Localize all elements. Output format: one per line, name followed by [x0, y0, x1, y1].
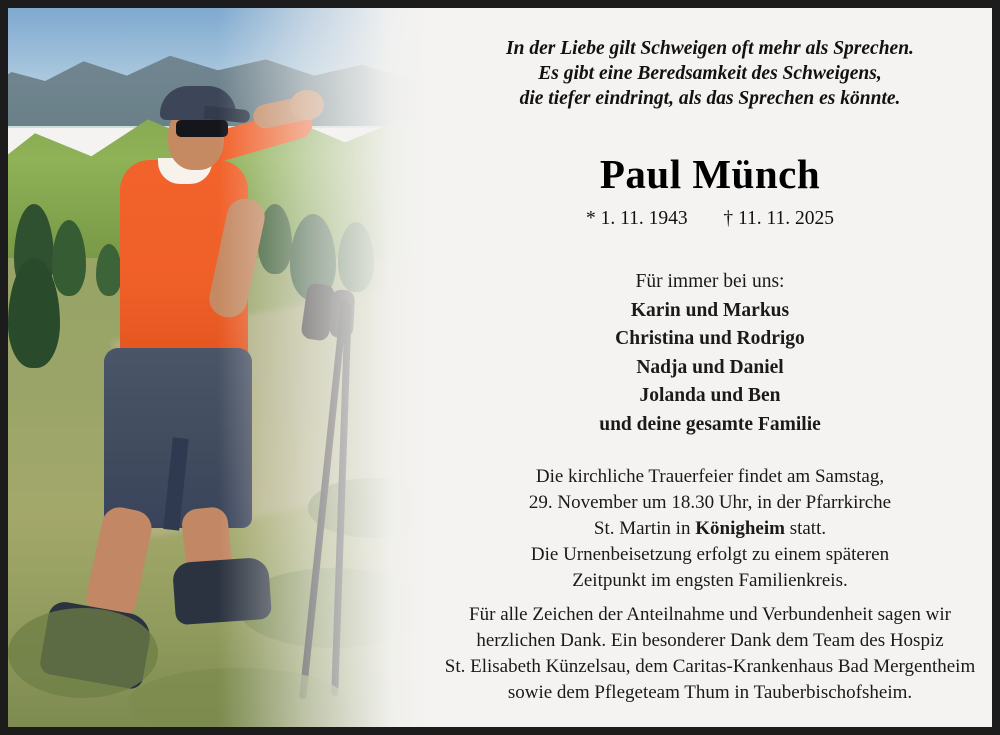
family-block — [432, 268, 988, 439]
family-intro: Für immer bei uns: — [635, 271, 785, 292]
service-line-place — [432, 516, 988, 542]
death-date: † 11. 11. 2025 — [723, 208, 835, 229]
hiker-photo — [8, 8, 428, 727]
photo-fade-overlay — [218, 8, 428, 727]
birth-date: * 1. 11. 1943 — [585, 208, 688, 229]
family-member-line: Jolanda und Ben — [639, 385, 781, 406]
service-line: Die Urnenbeisetzung erfolgt zu einem späteren — [530, 544, 890, 565]
left-leg — [83, 504, 155, 622]
quote-line: Es gibt eine Beredsamkeit des Schweigens, — [538, 63, 882, 84]
thanks-line: herzlichen Dank. Ein besonderer Dank dem Team des Hospiz — [476, 630, 944, 651]
family-member-line: Nadja und Daniel — [636, 356, 784, 378]
quote-line: die tiefer eindringt, als das Sprechen es könnte. — [519, 88, 901, 109]
service-place-pre: St. Martin in — [593, 518, 696, 539]
notice-text-column — [428, 8, 992, 727]
shrub — [8, 608, 158, 698]
quote-line: In der Liebe gilt Schweigen oft mehr als Sprechen. — [506, 38, 914, 59]
family-member-line: Christina und Rodrigo — [615, 328, 805, 349]
service-line: Zeitpunkt im engsten Familienkreis. — [572, 570, 848, 591]
thanks-line: St. Elisabeth Künzelsau, dem Caritas-Krankenhaus Bad Mergentheim — [444, 656, 976, 677]
family-member-line: Karin und Markus — [630, 299, 790, 321]
service-line: 29. November um 18.30 Uhr, in der Pfarrkirche — [528, 492, 892, 513]
memorial-quote — [432, 36, 988, 111]
obituary-card — [8, 8, 992, 727]
service-details — [432, 464, 988, 594]
thanks-line: Für alle Zeichen der Anteilnahme und Verbundenheit sagen wir — [469, 604, 951, 625]
life-dates — [432, 208, 988, 230]
service-place-post: statt. — [784, 518, 827, 539]
service-line: Die kirchliche Trauerfeier findet am Samstag, — [535, 466, 885, 487]
thanks-block — [432, 602, 988, 706]
family-member-line: und deine gesamte Familie — [599, 413, 821, 435]
deceased-name: Paul Münch — [599, 151, 821, 197]
service-place: Königheim — [695, 518, 785, 539]
thanks-line: sowie dem Pflegeteam Thum in Tauberbischofsheim. — [507, 682, 913, 703]
